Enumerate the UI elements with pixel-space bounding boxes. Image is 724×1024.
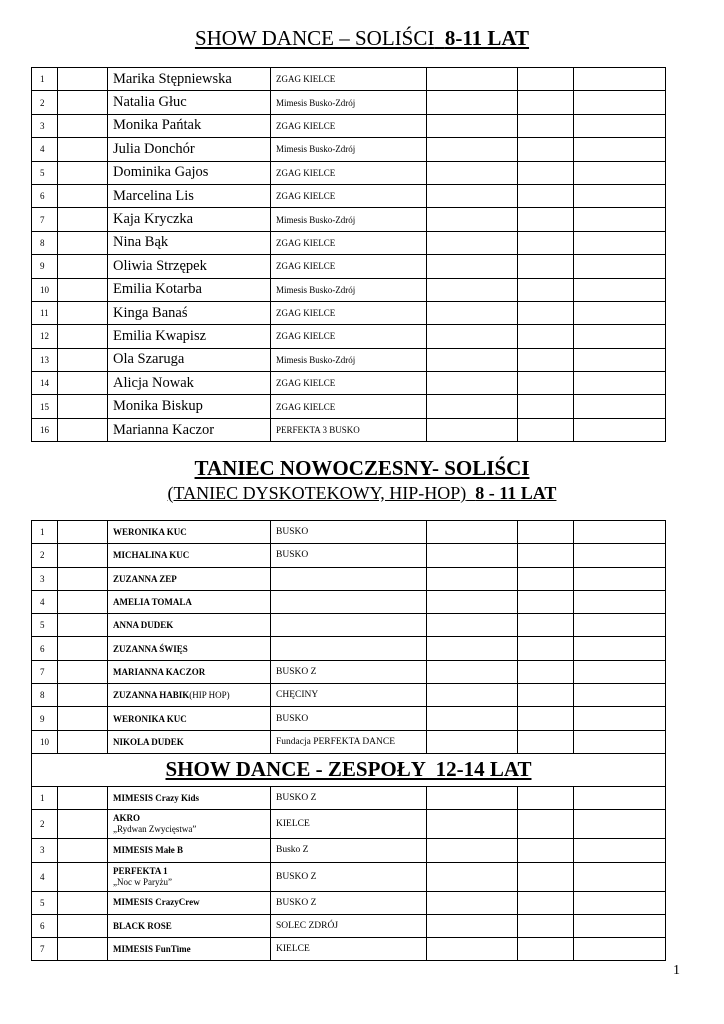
empty-cell: [58, 862, 108, 891]
section3-header-row: [32, 753, 666, 786]
empty-cell: [518, 590, 574, 613]
row-number: 1: [32, 521, 58, 544]
empty-cell: [518, 161, 574, 184]
empty-cell: [58, 730, 108, 753]
empty-cell: [518, 891, 574, 914]
empty-cell: [58, 567, 108, 590]
club-name: ZGAG KIELCE: [271, 372, 427, 395]
dancer-name: Marika Stępniewska: [108, 68, 271, 91]
table-row: [32, 184, 666, 207]
empty-cell: [427, 614, 518, 637]
club-name: BUSKO: [271, 544, 427, 567]
team-name: [108, 891, 271, 914]
table-row: [32, 348, 666, 371]
team-name-text: BLACK ROSE: [113, 920, 172, 931]
dancer-name-text: ZUZANNA ZEP: [113, 573, 177, 584]
club-name: [271, 637, 427, 660]
row-number: 6: [32, 914, 58, 937]
empty-cell: [58, 372, 108, 395]
empty-cell: [574, 325, 666, 348]
empty-cell: [518, 138, 574, 161]
row-number: 2: [32, 810, 58, 839]
empty-cell: [427, 567, 518, 590]
table-row: [32, 810, 666, 839]
row-number: 8: [32, 684, 58, 707]
team-name-text: MIMESIS FunTime: [113, 943, 191, 954]
row-number: 10: [32, 730, 58, 753]
row-number: 5: [32, 891, 58, 914]
dancer-name: [108, 707, 271, 730]
empty-cell: [518, 231, 574, 254]
club-name: BUSKO Z: [271, 786, 427, 809]
empty-cell: [427, 839, 518, 862]
empty-cell: [58, 184, 108, 207]
club-name: Mimesis Busko-Zdrój: [271, 278, 427, 301]
section2-table: [31, 520, 666, 961]
row-number: 4: [32, 138, 58, 161]
empty-cell: [574, 348, 666, 371]
empty-cell: [58, 521, 108, 544]
club-name: ZGAG KIELCE: [271, 231, 427, 254]
dancer-name: Kinga Banaś: [108, 301, 271, 324]
club-name: Mimesis Busko-Zdrój: [271, 91, 427, 114]
club-name: [271, 614, 427, 637]
choreography-title: „Noc w Paryżu”: [113, 876, 172, 887]
club-name: ZGAG KIELCE: [271, 325, 427, 348]
empty-cell: [58, 418, 108, 441]
club-name: KIELCE: [271, 938, 427, 961]
empty-cell: [574, 231, 666, 254]
empty-cell: [518, 255, 574, 278]
row-number: 12: [32, 325, 58, 348]
empty-cell: [427, 730, 518, 753]
empty-cell: [58, 544, 108, 567]
table-row: [32, 372, 666, 395]
team-name: [108, 914, 271, 937]
empty-cell: [574, 301, 666, 324]
empty-cell: [427, 891, 518, 914]
table-row: [32, 938, 666, 961]
table-row: [32, 862, 666, 891]
club-name: Mimesis Busko-Zdrój: [271, 348, 427, 371]
row-number: 5: [32, 614, 58, 637]
empty-cell: [518, 567, 574, 590]
empty-cell: [518, 786, 574, 809]
empty-cell: [58, 660, 108, 683]
empty-cell: [58, 138, 108, 161]
empty-cell: [427, 786, 518, 809]
empty-cell: [574, 68, 666, 91]
dancer-name: Alicja Nowak: [108, 372, 271, 395]
empty-cell: [518, 325, 574, 348]
empty-cell: [427, 521, 518, 544]
empty-cell: [574, 544, 666, 567]
empty-cell: [574, 637, 666, 660]
table-row: [32, 914, 666, 937]
empty-cell: [427, 348, 518, 371]
empty-cell: [518, 301, 574, 324]
empty-cell: [58, 68, 108, 91]
empty-cell: [427, 161, 518, 184]
empty-cell: [518, 862, 574, 891]
table-row: [32, 614, 666, 637]
section2-subtitle: [0, 483, 724, 504]
empty-cell: [427, 395, 518, 418]
team-name-text: AKRO: [113, 813, 140, 824]
table-row: [32, 208, 666, 231]
row-number: 15: [32, 395, 58, 418]
dancer-name: Julia Donchór: [108, 138, 271, 161]
club-name: [271, 590, 427, 613]
row-number: 7: [32, 660, 58, 683]
empty-cell: [574, 208, 666, 231]
section1-title-age: 8-11 LAT: [444, 26, 530, 50]
section2-title-line2-main: (TANIEC DYSKOTEKOWY, HIP-HOP): [167, 483, 467, 503]
empty-cell: [58, 395, 108, 418]
empty-cell: [574, 138, 666, 161]
empty-cell: [518, 208, 574, 231]
club-name: ZGAG KIELCE: [271, 68, 427, 91]
club-name: KIELCE: [271, 810, 427, 839]
empty-cell: [574, 114, 666, 137]
empty-cell: [518, 938, 574, 961]
empty-cell: [574, 278, 666, 301]
table-row: [32, 544, 666, 567]
empty-cell: [58, 914, 108, 937]
row-number: 16: [32, 418, 58, 441]
empty-cell: [427, 114, 518, 137]
empty-cell: [58, 786, 108, 809]
empty-cell: [574, 372, 666, 395]
dancer-name: [108, 637, 271, 660]
empty-cell: [58, 614, 108, 637]
dancer-name: Nina Bąk: [108, 231, 271, 254]
section1-title-main: SHOW DANCE – SOLIŚCI: [194, 26, 435, 50]
dancer-name: [108, 614, 271, 637]
section1-title: [0, 26, 724, 51]
row-number: 10: [32, 278, 58, 301]
club-name: CHĘCINY: [271, 684, 427, 707]
table-row: [32, 707, 666, 730]
row-number: 4: [32, 862, 58, 891]
empty-cell: [58, 208, 108, 231]
dancer-name: [108, 660, 271, 683]
table-row: [32, 395, 666, 418]
row-number: 7: [32, 938, 58, 961]
row-number: 1: [32, 786, 58, 809]
empty-cell: [518, 839, 574, 862]
dancer-name: Kaja Kryczka: [108, 208, 271, 231]
club-name: ZGAG KIELCE: [271, 161, 427, 184]
empty-cell: [58, 839, 108, 862]
empty-cell: [574, 418, 666, 441]
empty-cell: [427, 590, 518, 613]
dancer-name: [108, 590, 271, 613]
empty-cell: [574, 184, 666, 207]
dancer-name: [108, 684, 271, 707]
table-row: [32, 278, 666, 301]
team-name-text: MIMESIS Crazy Kids: [113, 792, 200, 803]
empty-cell: [427, 91, 518, 114]
dancer-name-text: ZUZANNA HABIK: [113, 690, 190, 701]
empty-cell: [518, 810, 574, 839]
table-row: [32, 839, 666, 862]
empty-cell: [574, 730, 666, 753]
row-number: 14: [32, 372, 58, 395]
empty-cell: [574, 614, 666, 637]
table-row: [32, 231, 666, 254]
empty-cell: [574, 590, 666, 613]
club-name: ZGAG KIELCE: [271, 184, 427, 207]
table-row: [32, 68, 666, 91]
club-name: Busko Z: [271, 839, 427, 862]
table-row: [32, 684, 666, 707]
empty-cell: [427, 325, 518, 348]
team-name: [108, 786, 271, 809]
empty-cell: [58, 810, 108, 839]
table-row: [32, 91, 666, 114]
empty-cell: [427, 544, 518, 567]
dancer-name: [108, 730, 271, 753]
dancer-name: Dominika Gajos: [108, 161, 271, 184]
dancer-name: [108, 544, 271, 567]
empty-cell: [518, 184, 574, 207]
club-name: Mimesis Busko-Zdrój: [271, 138, 427, 161]
empty-cell: [427, 684, 518, 707]
dancer-name: Oliwia Strzępek: [108, 255, 271, 278]
dancer-name: Emilia Kotarba: [108, 278, 271, 301]
row-number: 2: [32, 91, 58, 114]
empty-cell: [518, 707, 574, 730]
club-name: Fundacja PERFEKTA DANCE: [271, 730, 427, 753]
empty-cell: [427, 372, 518, 395]
club-name: ZGAG KIELCE: [271, 114, 427, 137]
club-name: ZGAG KIELCE: [271, 301, 427, 324]
empty-cell: [427, 184, 518, 207]
table-row: [32, 590, 666, 613]
empty-cell: [58, 590, 108, 613]
table-row: [32, 114, 666, 137]
empty-cell: [518, 372, 574, 395]
dancer-name-text: WERONIKA KUC: [113, 527, 187, 538]
table-row: [32, 301, 666, 324]
empty-cell: [58, 325, 108, 348]
row-number: 5: [32, 161, 58, 184]
table-row: [32, 730, 666, 753]
table-row: [32, 325, 666, 348]
empty-cell: [427, 208, 518, 231]
table-row: [32, 660, 666, 683]
row-number: 6: [32, 637, 58, 660]
dancer-name-text: MICHALINA KUC: [113, 550, 190, 561]
club-name: ZGAG KIELCE: [271, 255, 427, 278]
empty-cell: [574, 810, 666, 839]
empty-cell: [574, 684, 666, 707]
empty-cell: [518, 544, 574, 567]
empty-cell: [58, 255, 108, 278]
row-number: 4: [32, 590, 58, 613]
empty-cell: [518, 91, 574, 114]
section2-title-line2-age: 8 - 11 LAT: [475, 483, 557, 503]
team-name-text: MIMESIS CrazyCrew: [113, 897, 200, 908]
table-row: [32, 567, 666, 590]
empty-cell: [518, 730, 574, 753]
table-row: [32, 161, 666, 184]
empty-cell: [427, 660, 518, 683]
team-name-text: MIMESIS Małe B: [113, 844, 184, 855]
empty-cell: [58, 278, 108, 301]
row-number: 3: [32, 114, 58, 137]
club-name: BUSKO Z: [271, 862, 427, 891]
table-row: [32, 891, 666, 914]
choreography-title: „Rydwan Zwycięstwa”: [113, 824, 197, 835]
empty-cell: [574, 395, 666, 418]
empty-cell: [58, 938, 108, 961]
row-number: 11: [32, 301, 58, 324]
empty-cell: [518, 68, 574, 91]
empty-cell: [574, 521, 666, 544]
empty-cell: [427, 231, 518, 254]
empty-cell: [427, 707, 518, 730]
dancer-name: [108, 567, 271, 590]
team-name-text: PERFEKTA 1: [113, 865, 168, 876]
empty-cell: [574, 891, 666, 914]
row-number: 7: [32, 208, 58, 231]
empty-cell: [518, 278, 574, 301]
club-name: PERFEKTA 3 BUSKO: [271, 418, 427, 441]
empty-cell: [427, 68, 518, 91]
team-name: [108, 839, 271, 862]
row-number: 9: [32, 707, 58, 730]
table-row: [32, 418, 666, 441]
row-number: 3: [32, 839, 58, 862]
dancer-name: Monika Pańtak: [108, 114, 271, 137]
row-number: 9: [32, 255, 58, 278]
empty-cell: [574, 161, 666, 184]
club-name: BUSKO: [271, 521, 427, 544]
table-row: [32, 786, 666, 809]
team-name: [108, 938, 271, 961]
dancer-name-text: WERONIKA KUC: [113, 713, 187, 724]
empty-cell: [574, 707, 666, 730]
row-number: 3: [32, 567, 58, 590]
empty-cell: [58, 348, 108, 371]
section2-title-line1: TANIEC NOWOCZESNY- SOLIŚCI: [194, 456, 530, 480]
dancer-name: Emilia Kwapisz: [108, 325, 271, 348]
dancer-name: Marcelina Lis: [108, 184, 271, 207]
empty-cell: [574, 567, 666, 590]
club-name: ZGAG KIELCE: [271, 395, 427, 418]
dancer-name: [108, 521, 271, 544]
team-name: [108, 810, 271, 839]
dancer-name-text: AMELIA TOMALA: [113, 597, 192, 608]
table-row: [32, 255, 666, 278]
empty-cell: [518, 348, 574, 371]
empty-cell: [427, 938, 518, 961]
club-name: [271, 567, 427, 590]
empty-cell: [518, 637, 574, 660]
row-number: 1: [32, 68, 58, 91]
empty-cell: [427, 301, 518, 324]
empty-cell: [427, 637, 518, 660]
team-name: [108, 862, 271, 891]
empty-cell: [518, 684, 574, 707]
empty-cell: [518, 114, 574, 137]
empty-cell: [427, 810, 518, 839]
empty-cell: [574, 91, 666, 114]
club-name: BUSKO: [271, 707, 427, 730]
empty-cell: [518, 521, 574, 544]
dancer-name-text: NIKOLA DUDEK: [113, 736, 184, 747]
empty-cell: [58, 301, 108, 324]
empty-cell: [574, 255, 666, 278]
empty-cell: [518, 418, 574, 441]
table-row: [32, 637, 666, 660]
empty-cell: [427, 138, 518, 161]
empty-cell: [427, 862, 518, 891]
row-number: 13: [32, 348, 58, 371]
empty-cell: [574, 862, 666, 891]
empty-cell: [427, 914, 518, 937]
empty-cell: [574, 839, 666, 862]
empty-cell: [58, 91, 108, 114]
club-name: BUSKO Z: [271, 660, 427, 683]
empty-cell: [574, 660, 666, 683]
empty-cell: [518, 660, 574, 683]
empty-cell: [574, 914, 666, 937]
empty-cell: [58, 891, 108, 914]
table-row: [32, 138, 666, 161]
row-number: 6: [32, 184, 58, 207]
empty-cell: [58, 684, 108, 707]
club-name: SOLEC ZDRÓJ: [271, 914, 427, 937]
dancer-note: (HIP HOP): [189, 690, 230, 701]
dancer-name: Monika Biskup: [108, 395, 271, 418]
empty-cell: [427, 418, 518, 441]
dancer-name-text: ANNA DUDEK: [113, 620, 174, 631]
page-number: 1: [673, 963, 680, 978]
section1-table: [31, 67, 666, 442]
empty-cell: [58, 231, 108, 254]
empty-cell: [518, 614, 574, 637]
section3-title: SHOW DANCE - ZESPOŁY 12-14 LAT: [32, 753, 666, 786]
empty-cell: [574, 938, 666, 961]
dancer-name-text: ZUZANNA ŚWIĘS: [113, 643, 188, 654]
section2-title: [0, 456, 724, 481]
row-number: 8: [32, 231, 58, 254]
empty-cell: [58, 161, 108, 184]
row-number: 2: [32, 544, 58, 567]
empty-cell: [574, 786, 666, 809]
club-name: BUSKO Z: [271, 891, 427, 914]
dancer-name: Natalia Głuc: [108, 91, 271, 114]
dancer-name: Ola Szaruga: [108, 348, 271, 371]
dancer-name-text: MARIANNA KACZOR: [113, 666, 206, 677]
club-name: Mimesis Busko-Zdrój: [271, 208, 427, 231]
empty-cell: [427, 255, 518, 278]
empty-cell: [518, 395, 574, 418]
empty-cell: [58, 114, 108, 137]
empty-cell: [58, 707, 108, 730]
empty-cell: [427, 278, 518, 301]
table-row: [32, 521, 666, 544]
empty-cell: [518, 914, 574, 937]
dancer-name: Marianna Kaczor: [108, 418, 271, 441]
empty-cell: [58, 637, 108, 660]
